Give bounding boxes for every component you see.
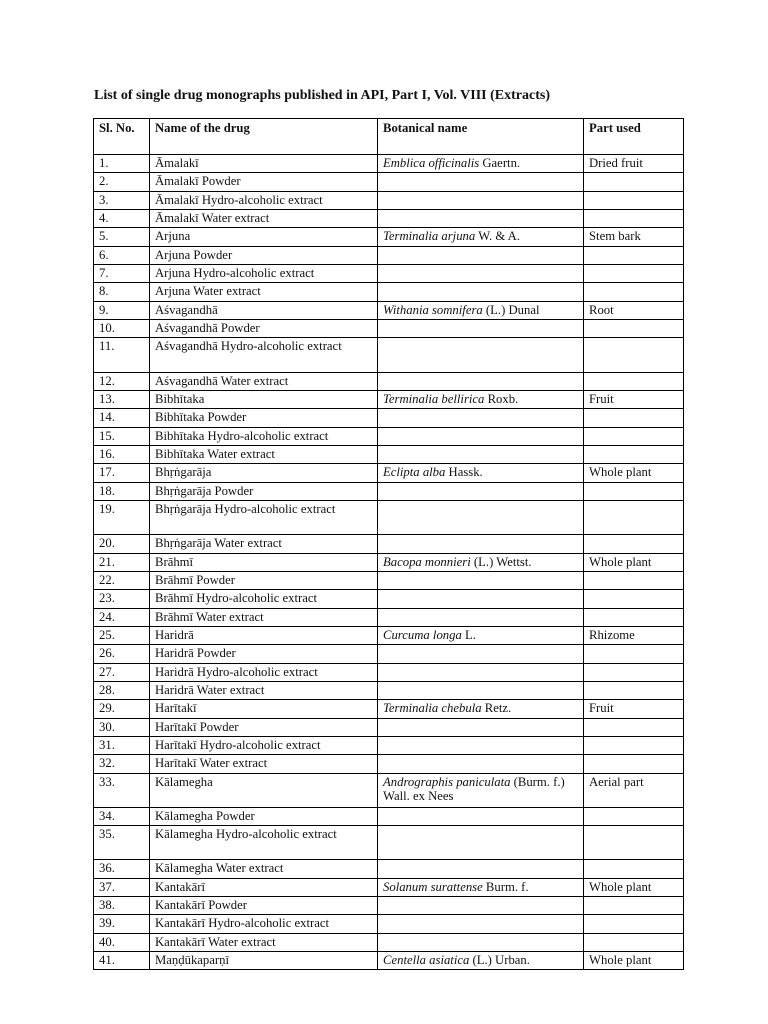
table-row xyxy=(94,897,684,915)
part-used-cell: Whole plant xyxy=(584,952,684,970)
table-row xyxy=(94,372,684,390)
botanical-name-cell xyxy=(378,718,584,736)
table-row xyxy=(94,427,684,445)
botanical-name-cell xyxy=(378,464,584,482)
drug-name-cell: Kantakārī Water extract xyxy=(150,933,378,951)
table-row xyxy=(94,663,684,681)
botanical-name-cell xyxy=(378,372,584,390)
sl-no-cell: 12. xyxy=(94,372,150,390)
part-used-cell xyxy=(584,933,684,951)
botanical-author: Retz. xyxy=(481,701,512,716)
drug-name-cell: Arjuna Powder xyxy=(150,246,378,264)
botanical-author: L. xyxy=(461,627,476,642)
table-row xyxy=(94,210,684,228)
table-row xyxy=(94,626,684,644)
drug-name-cell: Haridrā Hydro-alcoholic extract xyxy=(150,663,378,681)
sl-no-cell: 13. xyxy=(94,390,150,408)
botanical-author: Gaertn. xyxy=(479,156,521,170)
drug-name-cell: Kālamegha Hydro-alcoholic extract xyxy=(150,826,378,860)
botanical-name-cell xyxy=(378,155,584,173)
table-row xyxy=(94,283,684,301)
botanical-species-name: Withania somnifera xyxy=(383,302,483,317)
part-used-cell xyxy=(584,246,684,264)
sl-no-cell: 39. xyxy=(94,915,150,933)
botanical-name-cell xyxy=(378,700,584,718)
botanical-name-cell xyxy=(378,446,584,464)
table-row xyxy=(94,155,684,173)
botanical-name-cell xyxy=(378,409,584,427)
drug-name-cell: Bhṛṅgarāja Hydro-alcoholic extract xyxy=(150,501,378,535)
table-row xyxy=(94,553,684,571)
botanical-species-name: Andrographis paniculata xyxy=(383,774,511,789)
table-row xyxy=(94,535,684,553)
drug-name-cell: Arjuna Water extract xyxy=(150,283,378,301)
sl-no-cell: 20. xyxy=(94,535,150,553)
botanical-name-cell xyxy=(378,301,584,319)
sl-no-cell: 23. xyxy=(94,590,150,608)
botanical-author: (L.) Urban. xyxy=(469,953,530,968)
botanical-name-cell xyxy=(378,501,584,535)
table-row xyxy=(94,933,684,951)
part-used-cell xyxy=(584,265,684,283)
column-header-part-used: Part used xyxy=(584,119,684,155)
drug-name-cell: Bibhītaka xyxy=(150,390,378,408)
sl-no-cell: 8. xyxy=(94,283,150,301)
sl-no-cell: 36. xyxy=(94,860,150,878)
sl-no-cell: 32. xyxy=(94,755,150,773)
botanical-species-name: Terminalia arjuna xyxy=(383,229,476,244)
drug-name-cell: Aśvagandhā Water extract xyxy=(150,372,378,390)
botanical-name-cell xyxy=(378,571,584,589)
sl-no-cell: 34. xyxy=(94,807,150,825)
part-used-cell xyxy=(584,283,684,301)
botanical-name-cell xyxy=(378,915,584,933)
part-used-cell xyxy=(584,860,684,878)
table-row xyxy=(94,700,684,718)
sl-no-cell: 28. xyxy=(94,681,150,699)
sl-no-cell: 19. xyxy=(94,501,150,535)
sl-no-cell: 40. xyxy=(94,933,150,951)
botanical-name-cell xyxy=(378,952,584,970)
drug-name-cell: Kantakārī Powder xyxy=(150,897,378,915)
botanical-name-cell xyxy=(378,897,584,915)
sl-no-cell: 29. xyxy=(94,700,150,718)
drug-name-cell: Brāhmī Hydro-alcoholic extract xyxy=(150,590,378,608)
drug-name-cell: Harītakī Powder xyxy=(150,718,378,736)
part-used-cell xyxy=(584,807,684,825)
botanical-name-cell xyxy=(378,427,584,445)
sl-no-cell: 22. xyxy=(94,571,150,589)
drug-name-cell: Arjuna Hydro-alcoholic extract xyxy=(150,265,378,283)
sl-no-cell: 1. xyxy=(94,155,150,173)
drug-name-cell: Harītakī Water extract xyxy=(150,755,378,773)
table-row xyxy=(94,501,684,535)
part-used-cell xyxy=(584,755,684,773)
part-used-cell xyxy=(584,826,684,860)
column-header-drug-name: Name of the drug xyxy=(150,119,378,155)
table-row xyxy=(94,265,684,283)
table-body xyxy=(94,155,684,970)
botanical-species-name: Centella asiatica xyxy=(383,953,470,968)
part-used-cell xyxy=(584,608,684,626)
part-used-cell: Whole plant xyxy=(584,553,684,571)
part-used-cell: Stem bark xyxy=(584,228,684,246)
botanical-name-cell xyxy=(378,807,584,825)
drug-name-cell: Āmalakī Powder xyxy=(150,173,378,191)
botanical-name-cell xyxy=(378,265,584,283)
botanical-name-cell xyxy=(378,878,584,896)
drug-name-cell: Haridrā Powder xyxy=(150,645,378,663)
drug-name-cell: Āmalakī Water extract xyxy=(150,210,378,228)
part-used-cell: Whole plant xyxy=(584,878,684,896)
sl-no-cell: 38. xyxy=(94,897,150,915)
botanical-name-cell xyxy=(378,933,584,951)
table-row xyxy=(94,773,684,807)
drug-name-cell: Aśvagandhā Powder xyxy=(150,320,378,338)
part-used-cell xyxy=(584,535,684,553)
drug-name-cell: Haridrā xyxy=(150,626,378,644)
botanical-name-cell xyxy=(378,663,584,681)
part-used-cell: Fruit xyxy=(584,390,684,408)
drug-name-cell: Kālamegha Water extract xyxy=(150,860,378,878)
table-row xyxy=(94,860,684,878)
part-used-cell xyxy=(584,681,684,699)
sl-no-cell: 24. xyxy=(94,608,150,626)
part-used-cell xyxy=(584,427,684,445)
drug-name-cell: Bibhītaka Water extract xyxy=(150,446,378,464)
part-used-cell xyxy=(584,590,684,608)
sl-no-cell: 26. xyxy=(94,645,150,663)
botanical-name-cell xyxy=(378,320,584,338)
botanical-name-cell xyxy=(378,338,584,372)
drug-name-cell: Aśvagandhā xyxy=(150,301,378,319)
part-used-cell xyxy=(584,409,684,427)
table-row xyxy=(94,301,684,319)
drug-name-cell: Bhṛṅgarāja Water extract xyxy=(150,535,378,553)
botanical-author: Hassk. xyxy=(445,465,483,480)
botanical-name-cell xyxy=(378,826,584,860)
table-row xyxy=(94,571,684,589)
part-used-cell xyxy=(584,663,684,681)
sl-no-cell: 41. xyxy=(94,952,150,970)
table-header-row xyxy=(94,119,684,155)
botanical-name-cell xyxy=(378,210,584,228)
botanical-species-name: Curcuma longa xyxy=(383,627,462,642)
botanical-name-cell xyxy=(378,608,584,626)
botanical-name-cell xyxy=(378,773,584,807)
botanical-author: (Burm. f.) Wall. ex Nees xyxy=(383,774,565,804)
drug-name-cell: Kālamegha Powder xyxy=(150,807,378,825)
botanical-species-name: Solanum surattense xyxy=(383,879,483,894)
part-used-cell xyxy=(584,482,684,500)
drug-name-cell: Brāhmī Powder xyxy=(150,571,378,589)
botanical-name-cell xyxy=(378,645,584,663)
part-used-cell xyxy=(584,173,684,191)
botanical-name-cell xyxy=(378,246,584,264)
botanical-author: (L.) Wettst. xyxy=(470,554,532,569)
botanical-name-cell xyxy=(378,737,584,755)
part-used-cell xyxy=(584,191,684,209)
botanical-name-cell xyxy=(378,553,584,571)
drug-name-cell: Bibhītaka Hydro-alcoholic extract xyxy=(150,427,378,445)
sl-no-cell: 37. xyxy=(94,878,150,896)
sl-no-cell: 27. xyxy=(94,663,150,681)
table-row xyxy=(94,228,684,246)
drug-name-cell: Āmalakī xyxy=(150,155,378,173)
botanical-name-cell xyxy=(378,173,584,191)
botanical-name-cell xyxy=(378,681,584,699)
botanical-name-cell xyxy=(378,755,584,773)
botanical-name-cell xyxy=(378,283,584,301)
botanical-name-cell xyxy=(378,390,584,408)
part-used-cell: Rhizome xyxy=(584,626,684,644)
table-row xyxy=(94,681,684,699)
table-row xyxy=(94,755,684,773)
table-row xyxy=(94,645,684,663)
sl-no-cell: 14. xyxy=(94,409,150,427)
page-title: List of single drug monographs published in API, Part I, Vol. VIII (Extracts) xyxy=(94,88,550,103)
part-used-cell: Fruit xyxy=(584,700,684,718)
drug-name-cell: Harītakī Hydro-alcoholic extract xyxy=(150,737,378,755)
sl-no-cell: 16. xyxy=(94,446,150,464)
table-row xyxy=(94,446,684,464)
part-used-cell xyxy=(584,718,684,736)
table-row xyxy=(94,718,684,736)
botanical-species-name: Terminalia bellirica xyxy=(383,391,485,406)
botanical-name-cell xyxy=(378,228,584,246)
part-used-cell xyxy=(584,372,684,390)
table-row xyxy=(94,390,684,408)
drug-name-cell: Harītakī xyxy=(150,700,378,718)
part-used-cell xyxy=(584,737,684,755)
part-used-cell xyxy=(584,897,684,915)
part-used-cell: Aerial part xyxy=(584,773,684,807)
sl-no-cell: 3. xyxy=(94,191,150,209)
botanical-author: (L.) Dunal xyxy=(482,302,540,317)
botanical-name-cell xyxy=(378,590,584,608)
botanical-name-cell xyxy=(378,860,584,878)
botanical-species-name: Bacopa monnieri xyxy=(383,554,471,569)
sl-no-cell: 25. xyxy=(94,626,150,644)
table-row xyxy=(94,915,684,933)
sl-no-cell: 9. xyxy=(94,301,150,319)
drug-name-cell: Kantakārī xyxy=(150,878,378,896)
part-used-cell xyxy=(584,446,684,464)
drug-name-cell: Bhṛṅgarāja xyxy=(150,464,378,482)
table-row xyxy=(94,191,684,209)
table-row xyxy=(94,173,684,191)
drug-name-cell: Bhṛṅgarāja Powder xyxy=(150,482,378,500)
table-row xyxy=(94,338,684,372)
botanical-author: Burm. f. xyxy=(482,879,529,894)
drug-name-cell: Bibhītaka Powder xyxy=(150,409,378,427)
botanical-species-name: Emblica officinalis xyxy=(383,156,480,170)
table-row xyxy=(94,409,684,427)
sl-no-cell: 10. xyxy=(94,320,150,338)
table-row xyxy=(94,737,684,755)
monograph-table xyxy=(93,118,684,970)
sl-no-cell: 17. xyxy=(94,464,150,482)
sl-no-cell: 2. xyxy=(94,173,150,191)
part-used-cell xyxy=(584,338,684,372)
botanical-author: Roxb. xyxy=(484,391,519,406)
drug-name-cell: Kālamegha xyxy=(150,773,378,807)
column-header-sl-no: Sl. No. xyxy=(94,119,150,155)
drug-name-cell: Brāhmī xyxy=(150,553,378,571)
part-used-cell xyxy=(584,645,684,663)
sl-no-cell: 18. xyxy=(94,482,150,500)
drug-name-cell: Maṇḍūkaparṇī xyxy=(150,952,378,970)
table-row xyxy=(94,952,684,970)
drug-name-cell: Āmalakī Hydro-alcoholic extract xyxy=(150,191,378,209)
part-used-cell xyxy=(584,915,684,933)
sl-no-cell: 5. xyxy=(94,228,150,246)
sl-no-cell: 4. xyxy=(94,210,150,228)
table-row xyxy=(94,807,684,825)
botanical-author: W. & A. xyxy=(475,229,521,244)
drug-name-cell: Haridrā Water extract xyxy=(150,681,378,699)
part-used-cell xyxy=(584,501,684,535)
table-row xyxy=(94,608,684,626)
part-used-cell xyxy=(584,320,684,338)
sl-no-cell: 15. xyxy=(94,427,150,445)
table-row xyxy=(94,464,684,482)
sl-no-cell: 6. xyxy=(94,246,150,264)
botanical-name-cell xyxy=(378,626,584,644)
part-used-cell: Whole plant xyxy=(584,464,684,482)
sl-no-cell: 30. xyxy=(94,718,150,736)
botanical-name-cell xyxy=(378,535,584,553)
sl-no-cell: 7. xyxy=(94,265,150,283)
sl-no-cell: 33. xyxy=(94,773,150,807)
botanical-species-name: Eclipta alba xyxy=(383,465,446,480)
part-used-cell: Root xyxy=(584,301,684,319)
drug-name-cell: Arjuna xyxy=(150,228,378,246)
part-used-cell: Dried fruit xyxy=(584,155,684,173)
botanical-species-name: Terminalia chebula xyxy=(383,701,482,716)
botanical-name-cell xyxy=(378,482,584,500)
sl-no-cell: 31. xyxy=(94,737,150,755)
table-row xyxy=(94,826,684,860)
column-header-botanical-name: Botanical name xyxy=(378,119,584,155)
drug-name-cell: Kantakārī Hydro-alcoholic extract xyxy=(150,915,378,933)
drug-name-cell: Brāhmī Water extract xyxy=(150,608,378,626)
table-row xyxy=(94,320,684,338)
table-row xyxy=(94,878,684,896)
part-used-cell xyxy=(584,571,684,589)
table-row xyxy=(94,482,684,500)
sl-no-cell: 11. xyxy=(94,338,150,372)
sl-no-cell: 21. xyxy=(94,553,150,571)
drug-name-cell: Aśvagandhā Hydro-alcoholic extract xyxy=(150,338,378,372)
botanical-name-cell xyxy=(378,191,584,209)
part-used-cell xyxy=(584,210,684,228)
table-row xyxy=(94,590,684,608)
table-row xyxy=(94,246,684,264)
sl-no-cell: 35. xyxy=(94,826,150,860)
